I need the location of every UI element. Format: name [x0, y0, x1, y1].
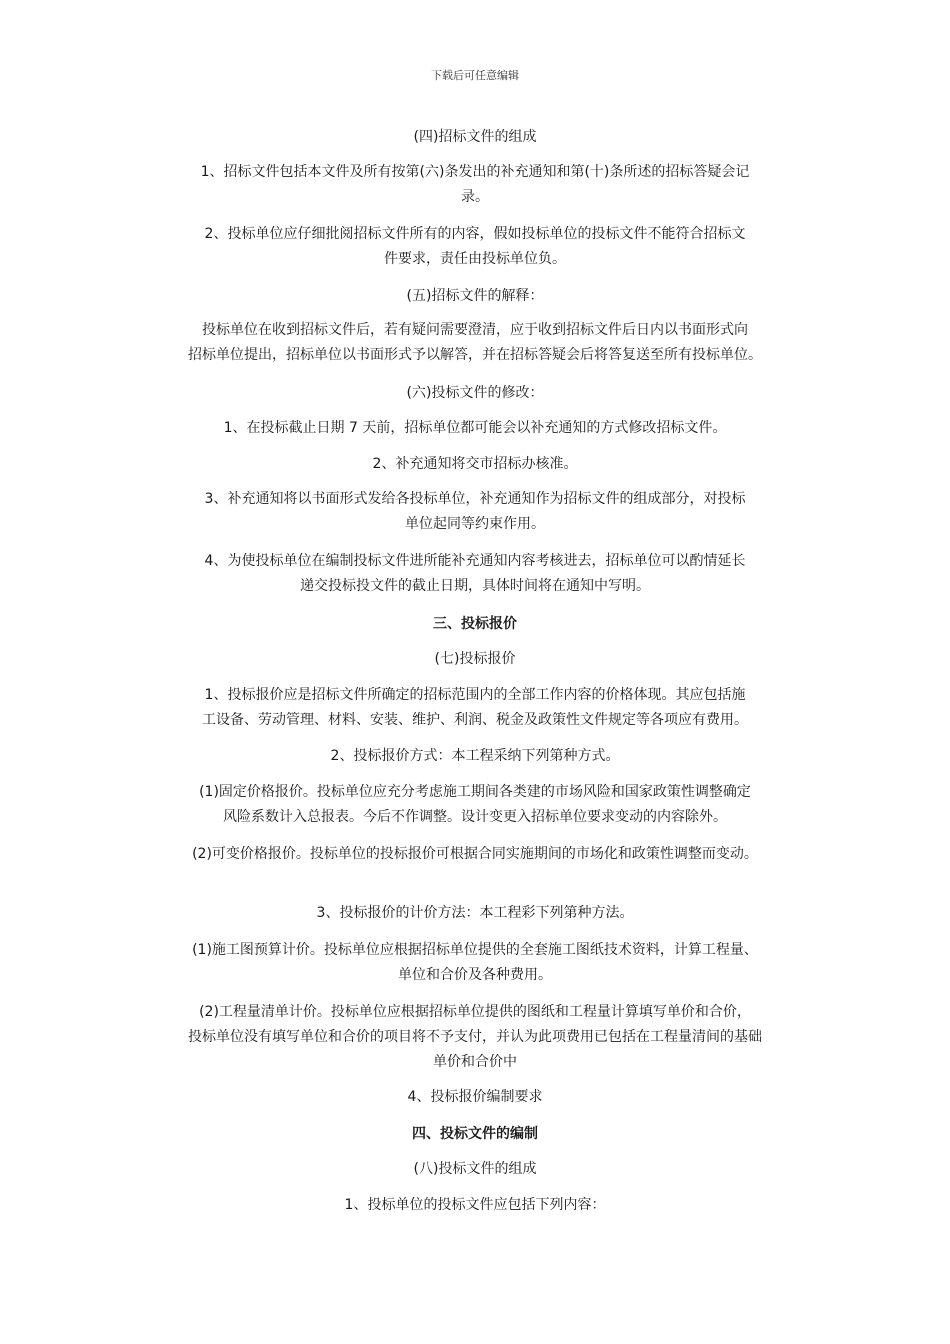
paragraph: [0, 160, 950, 210]
paragraph: [0, 318, 950, 368]
text-line: 3、补充通知将以书面形式发给各投标单位，补充通知作为招标文件的组成部分，对投标: [204, 491, 746, 507]
text-line: 三、投标报价: [433, 616, 517, 632]
text-line: (1)固定价格报价。投标单位应充分考虑施工期间各类建的市场风险和国家政策性调整确定: [199, 784, 751, 800]
section-heading: [0, 1157, 950, 1182]
text-line: 投标单位没有填写单位和合价的项目将不予支付，并认为此项费用已包括在工程量清间的基础: [188, 1029, 762, 1045]
chapter-heading: [0, 1122, 950, 1147]
text-line: 单位和合价及各种费用。: [398, 967, 552, 983]
paragraph: [0, 416, 950, 441]
page-header: 下载后可任意编辑: [431, 69, 519, 82]
text-line: 1、投标报价应是招标文件所确定的招标范围内的全部工作内容的价格体现。其应包括施: [204, 687, 746, 703]
paragraph: [0, 1000, 950, 1075]
text-line: (1)施工图预算计价。投标单位应根据招标单位提供的全套施工图纸技术资料，计算工程量、: [192, 942, 758, 958]
text-line: (五)招标文件的解释：: [406, 288, 544, 304]
paragraph: [0, 1193, 950, 1218]
section-heading: [0, 284, 950, 309]
text-line: 4、投标报价编制要求: [407, 1089, 543, 1105]
text-line: (六)投标文件的修改：: [406, 385, 544, 401]
text-line: 单位起同等约束作用。: [405, 516, 545, 532]
text-line: 件要求，责任由投标单位负。: [384, 251, 566, 267]
chapter-heading: [0, 612, 950, 637]
paragraph: [0, 1085, 950, 1110]
paragraph: [0, 938, 950, 988]
text-line: 2、投标单位应仔细批阅招标文件所有的内容，假如投标单位的投标文件不能符合招标文: [204, 226, 746, 242]
text-line: (四)招标文件的组成: [413, 129, 537, 145]
text-line: 2、投标报价方式：本工程采纳下列第种方式。: [330, 748, 620, 764]
text-line: 1、投标单位的投标文件应包括下列内容：: [344, 1197, 606, 1213]
text-line: 1、在投标截止日期 7 天前，招标单位都可能会以补充通知的方式修改招标文件。: [223, 420, 727, 436]
paragraph: [0, 842, 950, 867]
paragraph: [0, 744, 950, 769]
paragraph: [0, 487, 950, 537]
paragraph: [0, 683, 950, 733]
paragraph: [0, 901, 950, 926]
text-line: (2)可变价格报价。投标单位的投标报价可根据合同实施期间的市场化和政策性调整而变动。: [192, 846, 758, 862]
text-line: 递交投标投文件的截止日期，具体时间将在通知中写明。: [300, 578, 650, 594]
text-line: 1、招标文件包括本文件及所有按第(六)条发出的补充通知和第(十)条所述的招标答疑会记: [200, 164, 750, 180]
text-line: 3、投标报价的计价方法：本工程彩下列第种方法。: [316, 905, 634, 921]
text-line: 投标单位在收到招标文件后，若有疑问需要澄清，应于收到招标文件后日内以书面形式向: [202, 322, 748, 338]
text-line: 4、为使投标单位在编制投标文件进所能补充通知内容考核进去，招标单位可以酌情延长: [204, 553, 746, 569]
section-heading: [0, 125, 950, 150]
text-line: 风险系数计入总报表。今后不作调整。设计变更入招标单位要求变动的内容除外。: [223, 809, 727, 825]
text-line: 招标单位提出，招标单位以书面形式予以解答，并在招标答疑会后将答复送至所有投标单位。: [188, 347, 762, 363]
text-line: (八)投标文件的组成: [413, 1161, 537, 1177]
section-heading: [0, 381, 950, 406]
text-line: (七)投标报价: [434, 651, 516, 667]
text-line: 单价和合价中: [433, 1054, 517, 1070]
text-line: 工设备、劳动管理、材料、安装、维护、利润、税金及政策性文件规定等各项应有费用。: [202, 712, 748, 728]
text-line: 2、补充通知将交市招标办核准。: [372, 456, 578, 472]
paragraph: [0, 222, 950, 272]
paragraph: [0, 452, 950, 477]
paragraph: [0, 549, 950, 599]
paragraph: [0, 780, 950, 830]
section-heading: [0, 647, 950, 672]
text-line: 四、投标文件的编制: [412, 1126, 538, 1142]
text-line: 录。: [461, 189, 489, 205]
text-line: (2)工程量清单计价。投标单位应根据招标单位提供的图纸和工程量计算填写单价和合价，: [199, 1004, 751, 1020]
